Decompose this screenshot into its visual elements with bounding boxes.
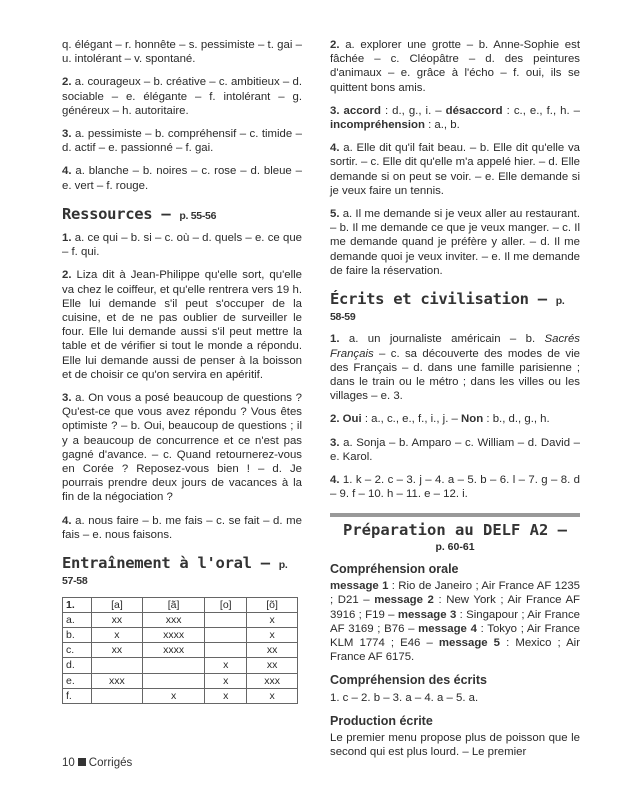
production-ecrite-title: Production écrite: [330, 713, 433, 728]
table-cell: x: [247, 627, 298, 642]
delf-title: Préparation au DELF A2 –: [343, 521, 567, 540]
answer-3: 3. a. pessimiste – b. compréhensif – c. timide – d. actif – e. passionné – f. gai.: [62, 128, 302, 155]
right-answer-3: 3. accord : d., g., i. – désaccord : c., e., f., h. – incompréhension : a., b.: [330, 104, 581, 132]
table-row: [63, 627, 298, 642]
table-header-row: [63, 597, 298, 612]
ecrits-answer-3: 3. a. Sonja – b. Amparo – c. William – d. David – e. Karol.: [330, 436, 580, 463]
comprehension-orale-title: Compréhension orale: [330, 561, 459, 576]
table-cell: [205, 643, 247, 658]
table-cell: xx: [92, 643, 143, 658]
table-cell: c.: [63, 643, 92, 658]
table-cell: xx: [92, 612, 143, 627]
table-cell: f.: [63, 688, 92, 703]
table-cell: xx: [247, 643, 298, 658]
table-cell: xx: [247, 658, 298, 673]
table-header: [a]: [92, 597, 143, 612]
answer-4: 4. a. blanche – b. noires – c. rose – d. bleue – e. vert – f. rouge.: [62, 165, 302, 192]
table-header: [ã]: [142, 597, 205, 612]
delf-pages: p. 60-61: [435, 540, 475, 553]
comprehension-ecrits-title: Compréhension des écrits: [330, 673, 487, 688]
table-cell: x: [205, 688, 247, 703]
right-column: [330, 38, 580, 768]
left-column: [62, 38, 302, 704]
table-cell: xxxx: [142, 643, 205, 658]
ressources-answer-4: 4. a. nous faire – b. me fais – c. se fait – d. me fais – e. nous faisons.: [62, 514, 302, 541]
table-row: [63, 658, 298, 673]
table-cell: x: [142, 688, 205, 703]
section-ecrits-title: Écrits et civilisation – p. 58-59: [330, 290, 565, 324]
table-cell: [142, 658, 205, 673]
table-cell: xxx: [247, 673, 298, 688]
table-header: [o]: [205, 597, 247, 612]
table-cell: [205, 627, 247, 642]
table-row: [63, 673, 298, 688]
table-header: 1.: [63, 597, 92, 612]
ressources-answer-1: 1. a. ce qui – b. si – c. où – d. quels – e. ce que – f. qui.: [62, 232, 302, 259]
ecrits-answer-1: 1. a. un journaliste américain – b. Sacrés Français – c. sa découverte des modes de vie des Français – d. dans une famille parisienne ; dans le train ou le métro ; dans les villes ou les villages – e. 3.: [330, 333, 580, 403]
page-number: 10: [62, 757, 75, 769]
phonetics-table: [62, 597, 298, 704]
table-cell: e.: [63, 673, 92, 688]
right-answer-2: 2. a. explorer une grotte – b. Anne-Sophie est fâchée – c. Cléopâtre – d. des peintures d'animaux – e. grâce à l'écho – f. oui, ils se quittent bons amis.: [330, 39, 580, 94]
answers-q-v: q. élégant – r. honnête – s. pessimiste – t. gai – u. intolérant – v. spontané.: [62, 39, 302, 66]
table-cell: [92, 658, 143, 673]
comprehension-orale-answers: message 1 : Rio de Janeiro ; Air France AF 1235 ; D21 – message 2 : New York ; Air France AF 3916 ; F19 – message 3 : Singapour ; Air France AF 3169 ; B76 – message 4 : Tokyo ; Air France KLM 1774 ; E46 – message 5 : Mexico ; Air France AF 6175.: [330, 580, 581, 664]
footer-label: Corrigés: [88, 757, 133, 769]
table-cell: d.: [63, 658, 92, 673]
table-cell: b.: [63, 627, 92, 642]
table-cell: x: [205, 673, 247, 688]
table-cell: [92, 688, 143, 703]
table-cell: a.: [63, 612, 92, 627]
ecrits-answer-2: 2. Oui : a., c., e., f., i., j. – Non : b., d., g., h.: [330, 413, 550, 426]
table-cell: x: [92, 627, 143, 642]
page-footer: [62, 757, 132, 769]
table-cell: [142, 673, 205, 688]
table-cell: xxx: [142, 612, 205, 627]
table-cell: xxx: [92, 673, 143, 688]
ecrits-answer-4: 4. 1. k – 2. c – 3. j – 4. a – 5. b – 6. l – 7. g – 8. d – 9. f – 10. h – 11. e – 12. i.: [330, 474, 580, 501]
table-cell: x: [205, 658, 247, 673]
comprehension-ecrits-answers: 1. c – 2. b – 3. a – 4. a – 5. a.: [330, 691, 479, 704]
square-bullet-icon: [78, 758, 86, 766]
production-ecrite-text: Le premier menu propose plus de poisson que le second qui est plus lourd. – Le premier: [330, 731, 580, 759]
answer-2: 2. a. courageux – b. créative – c. ambitieux – d. sociable – e. élégante – f. intolérant – g. généreux – h. autoritaire.: [62, 76, 302, 117]
table-row: [63, 688, 298, 703]
ressources-answer-3: 3. a. On vous a posé beaucoup de questions ? Qu'est-ce que vous avez répondu ? Vous êtes optimiste ? – b. Oui, beaucoup de questions ; il y a beaucoup de concurrence et ce n'est pas gagné d'avance. – c. Quand retournerez-vous en Corée ? Reposez-vous bien ! – d. Je pourrais prendre deux jours de vacances à la fin de la négociation ?: [62, 392, 302, 504]
right-answer-4: 4. a. Elle dit qu'il fait beau. – b. Elle dit qu'elle va sortir. – c. Elle dit qu'elle m'a appelé hier. – d. Elle demande si on peut se voir. – e. Elle demande si je veux faire un tennis.: [330, 142, 581, 197]
ressources-answer-2: 2. Liza dit à Jean-Philippe qu'elle sort, qu'elle va chez le coiffeur, et qu'elle rentrera vers 19 h. Elle lui demande s'il peut s'occuper de la cuisine, et de ne pas oublier de surveiller le four. Elle lui demande aussi s'il peut mettre la table et de vérifier si tout le monde a répondu. Elle lui demande aussi de penser à la boisson et de choisir ce qu'on servira en apéritif.: [62, 269, 303, 381]
table-header: [õ]: [247, 597, 298, 612]
table-cell: [205, 612, 247, 627]
section-entrainement-title: Entraînement à l'oral – p. 57-58: [62, 554, 288, 588]
table-cell: xxxx: [142, 627, 205, 642]
right-answer-5: 5. a. Il me demande si je veux aller au restaurant. – b. Il me demande ce que je veux manger. – c. Il me demande quand je préfère y aller. – d. Il me demande quoi je veux inviter. – e. Il me demande de faire la réservation.: [330, 208, 580, 277]
delf-section-header: [330, 513, 580, 553]
table-row: [63, 643, 298, 658]
table-cell: x: [247, 688, 298, 703]
table-cell: x: [247, 612, 298, 627]
table-row: [63, 612, 298, 627]
section-ressources-title: Ressources – p. 55-56: [62, 204, 217, 223]
